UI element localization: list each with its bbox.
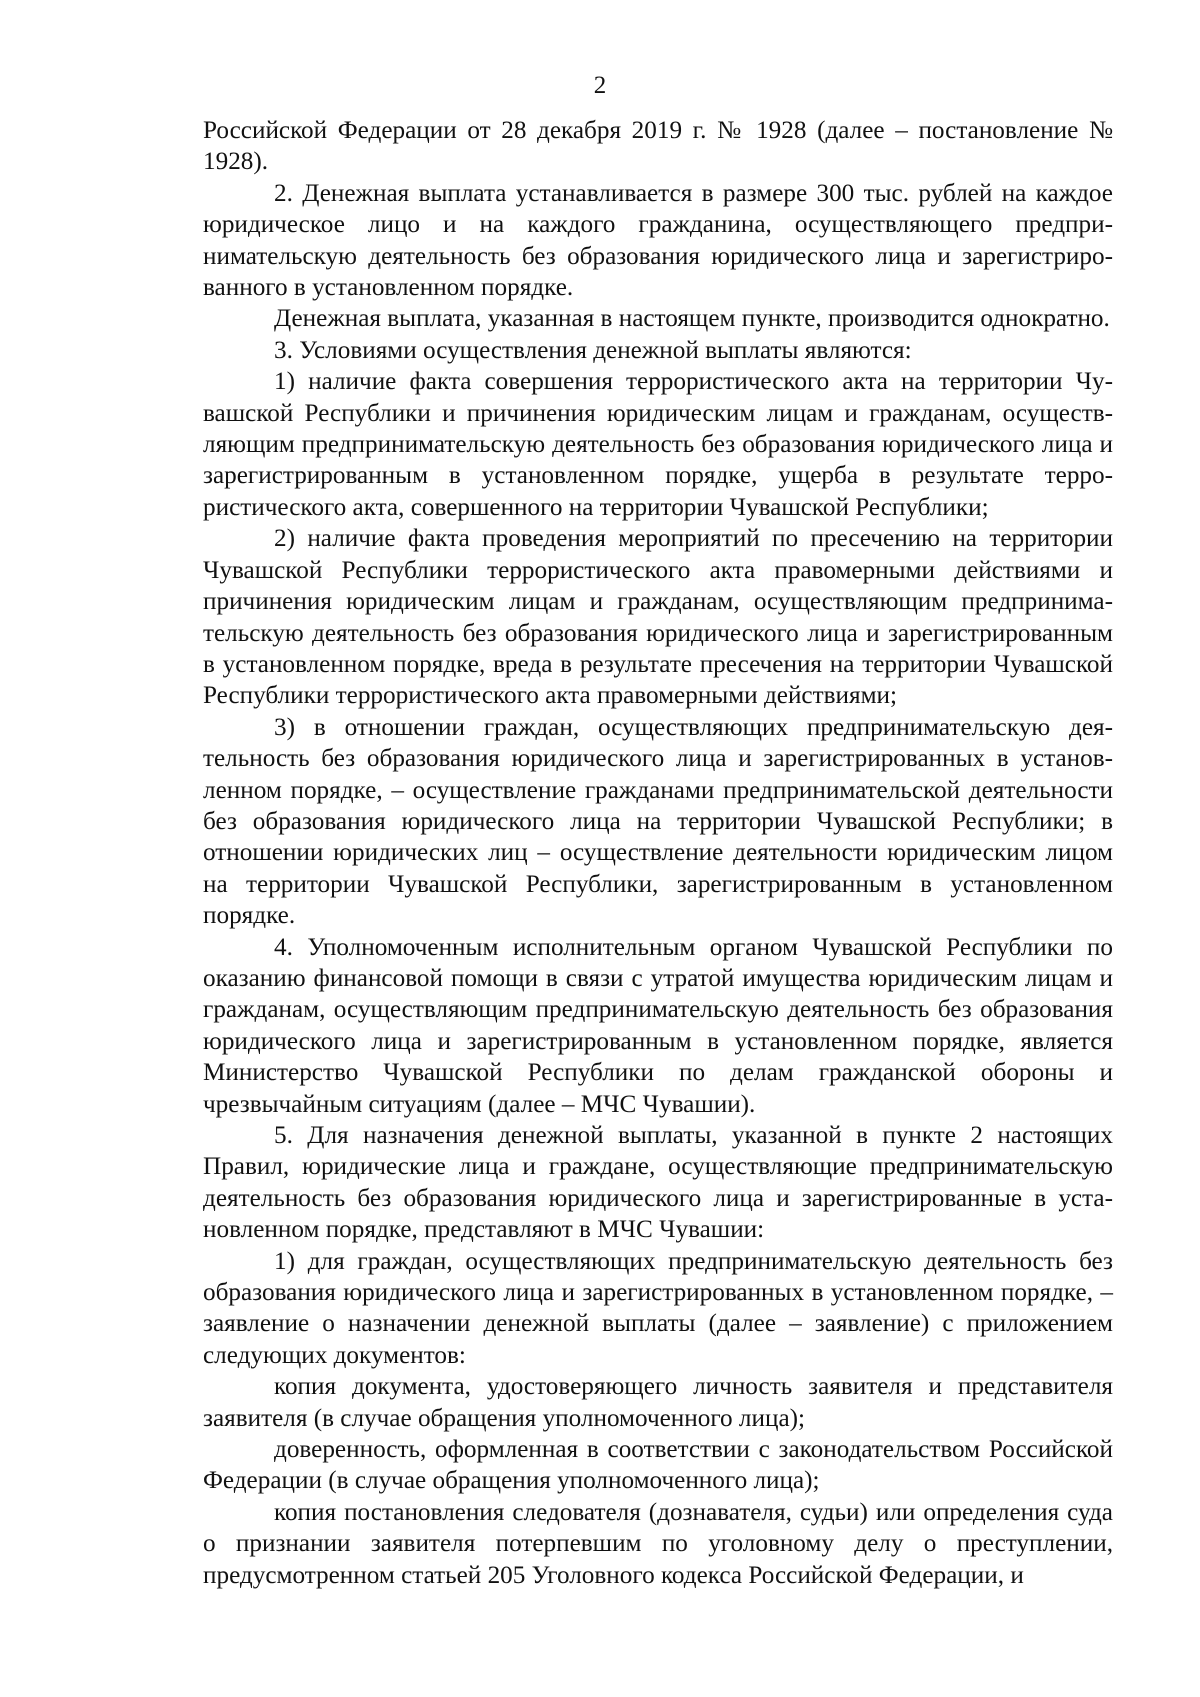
paragraph: 3. Условиями осуществления денежной выплаты являются: <box>274 336 912 364</box>
paragraph: доверенность, оформленная в соответствии с законодательством Российской Федерации (в случае обращения уполномоченного лица); <box>203 1436 1113 1495</box>
page-number: 2 <box>593 72 607 99</box>
paragraph: 2) наличие факта проведения мероприятий по пресечению на территории Чувашской Республики террористического акта правомерными действиями и причинения юридическим лицам и гражданам, осуществляющим предпринимательскую деятельность без образования юридического лица и зарегистрированным в установленном порядке, вреда в результате пресечения на территории Чувашской Республики террористического акта правомерными действиями; <box>203 525 1113 710</box>
paragraph: копия документа, удостоверяющего личность заявителя и представителя заявителя (в случае обращения уполномоченного лица); <box>203 1373 1113 1432</box>
paragraph: 4. Уполномоченным исполнительным органом Чувашской Республики по оказанию финансовой помощи в связи с утратой имущества юридическим лицам и гражданам, осуществляющим предпринимательскую деятельность без образования юридического лица и зарегистрированным в установленном порядке, является Министерство Чувашской Республики по делам гражданской обороны и чрезвычайным ситуациям (далее – МЧС Чувашии). <box>203 933 1113 1118</box>
paragraph: копия постановления следователя (дознавателя, судьи) или определения суда о признании заявителя потерпевшим по уголовному делу о преступлении, предусмотренном статьей 205 Уголовного кодекса Российской Федерации, и <box>203 1498 1113 1589</box>
paragraph: Денежная выплата, указанная в настоящем пункте, производится однократно. <box>274 305 1110 333</box>
paragraph: 5. Для назначения денежной выплаты, указанной в пункте 2 настоящих Правил, юридические лица и граждане, осуществляющие предпринимательскую деятельность без образования юридического лица и зарегистрированные в установленном порядке, представляют в МЧС Чувашии: <box>203 1122 1113 1244</box>
paragraph: 1) наличие факта совершения террористического акта на территории Чувашской Республики и причинения юридическим лицам и гражданам, осуществляющим предпринимательскую деятельность без образования юридического лица и зарегистрированным в установленном порядке, ущерба в результате террористического акта, совершенного на территории Чувашской Республики; <box>203 368 1113 521</box>
document-body <box>203 115 1113 1591</box>
paragraph: 1) для граждан, осуществляющих предпринимательскую деятельность без образования юридического лица и зарегистрированных в установленном порядке, – заявление о назначении денежной выплаты (далее – заявление) с приложением следующих документов: <box>203 1247 1113 1369</box>
paragraph: Российской Федерации от 28 декабря 2019 г. № 1928 (далее – постановление № 1928). <box>203 117 1113 176</box>
paragraph: 3) в отношении граждан, осуществляющих предпринимательскую деятельность без образования юридического лица и зарегистрированных в установленном порядке, – осуществление гражданами предпринимательской деятельности без образования юридического лица на территории Чувашской Республики; в отношении юридических лиц – осуществление деятельности юридическим лицом на территории Чувашской Республики, зарегистрированным в установленном порядке. <box>203 713 1113 930</box>
paragraph: 2. Денежная выплата устанавливается в размере 300 тыс. рублей на каждое юридическое лицо и на каждого гражданина, осуществляющего предпринимательскую деятельность без образования юридического лица и зарегистрированного в установленном порядке. <box>203 179 1113 302</box>
